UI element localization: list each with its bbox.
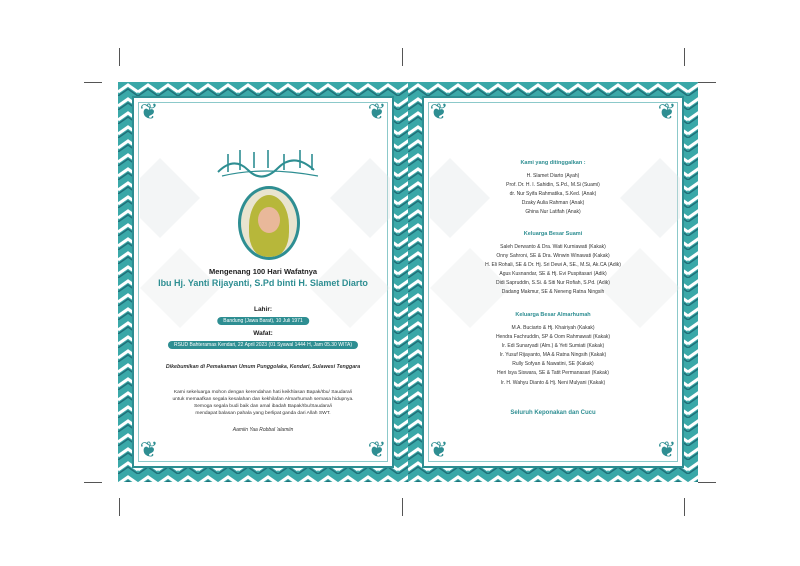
list-item: H. Slamet Diarto (Ayah) [526, 173, 580, 179]
family-message [164, 389, 362, 417]
deceased-name: Ibu Hj. Yanti Rijayanti, S.Pd binti H. Slamet Diarto [158, 278, 368, 288]
corner-ornament-icon: ❦ [367, 100, 387, 125]
crop-mark [84, 482, 102, 483]
corner-ornament-icon: ❦ [367, 438, 387, 463]
corner-ornament-icon: ❦ [139, 438, 159, 463]
prayer-closing: Aamiin Yaa Robbal 'alamiin [232, 427, 294, 433]
list-item: Ir. Edi Sunaryadi (Alm.) & Yeti Sumiati (Kakak) [501, 343, 605, 350]
died-value: RSUD Bahteramas Kendari, 22 April 2023 (01 Syawal 1444 H, Jam 05.30 WITA) [168, 341, 358, 349]
message-line: Semoga segala budi baik dan amal ibadah Bapak/Ibu/Saudara/i [193, 404, 333, 409]
corner-ornament-icon: ❦ [429, 100, 449, 125]
crop-mark [698, 482, 716, 483]
occasion-title: Mengenang 100 Hari Wafatnya [208, 267, 318, 276]
list-item: Onny Sahroni, SE & Dra. Winwin Winawati (Kakak) [496, 253, 610, 260]
list-item: Saleh Derwanto & Dra. Wati Kurniawati (Kakak) [500, 244, 606, 250]
card-inner-frame [132, 96, 394, 468]
crop-mark [684, 498, 685, 516]
list-item: M.A. Buciarto & Hj. Khairiyah (Kakak) [511, 325, 595, 331]
list-item: Didi Sapruddin, S.Si. & Siti Nur Rofiah, S.Pd. (Adik) [496, 280, 610, 287]
list-item: Ir. Yusuf Rijayanto, MA & Ratna Ningsih (Kakak) [499, 352, 607, 359]
corner-ornament-icon: ❦ [429, 438, 449, 463]
list-item: Ir. H. Wahyu Dianto & Hj. Neni Mulyani (Kakak) [500, 379, 606, 386]
message-line: untuk memaafkan segala kesalahan dan kekhilafan Almarhumah semasa hidupnya. [172, 397, 354, 402]
crop-mark [698, 82, 716, 83]
list-item: Dzaky Aulia Rahman (Anak) [521, 200, 585, 207]
portrait-face [258, 207, 280, 233]
list-item: Prof. Dr. H. I. Sahidin, S.Pd., M.Si (Suami) [506, 182, 600, 189]
card-inner-frame [422, 96, 684, 468]
list-item: dr. Nur Syifa Rahmatika, S.Ked. (Anak) [509, 191, 597, 198]
list-item: Hendra Fachruddin, SP & Oom Rahmawati (Kakak) [495, 334, 611, 341]
list-item: Ghina Nur Latifah (Anak) [525, 209, 581, 216]
list-item: Dadang Makmur, SE & Neneng Ratna Ningsih [501, 289, 605, 296]
corner-ornament-icon: ❦ [139, 100, 159, 125]
crop-mark [684, 48, 685, 66]
burial-info: Dikebumikan di Pemakaman Umum Punggolaka, Kendari, Sulawesi Tenggara [165, 364, 361, 370]
deceased-family-list [424, 324, 682, 388]
crop-mark [119, 498, 120, 516]
list-item: Agus Kusnandar, SE & Hj. Evi Puspitasari (Adik) [499, 271, 607, 278]
died-label: Wafat: [253, 330, 273, 337]
list-item: Rully Sofyan & Nawatini, SE (Kakak) [512, 361, 594, 368]
left-card-panel [118, 82, 408, 482]
arabic-calligraphy [214, 146, 324, 178]
right-card-panel [408, 82, 698, 482]
corner-ornament-icon: ❦ [657, 100, 677, 125]
family-list [424, 172, 682, 217]
list-item: H. Eli Rohali, SE & Dr. Hj. Sri Dewi A, SE., M.Si, Ak.CA (Adik) [485, 262, 621, 269]
section-title-deceased-family: Keluarga Besar Almarhumah [515, 312, 591, 318]
crop-mark [402, 48, 403, 66]
crop-mark [402, 498, 403, 516]
husband-family-list [424, 243, 682, 298]
section-title-husband-family: Keluarga Besar Suami [523, 231, 583, 237]
closing-line: Seluruh Keponakan dan Cucu [510, 410, 596, 416]
born-value: Bandung (Jawa Barat), 10 Juli 1971 [217, 317, 309, 325]
crop-mark [84, 82, 102, 83]
message-line: Kami sekeluarga mohon dengan kerendahan hati keikhlasan Bapak/Ibu/ Saudara/i [173, 390, 353, 395]
section-title-family: Kami yang ditinggalkan : [520, 160, 586, 166]
crop-mark [119, 48, 120, 66]
born-label: Lahir: [253, 306, 273, 313]
message-line: mendapat balasan pahala yang berlipat ganda dari Allah SWT. [195, 411, 331, 416]
list-item: Heri Isya Siswara, SE & Tatit Permanasari (Kakak) [497, 370, 609, 377]
corner-ornament-icon: ❦ [657, 438, 677, 463]
deceased-portrait [238, 186, 300, 260]
